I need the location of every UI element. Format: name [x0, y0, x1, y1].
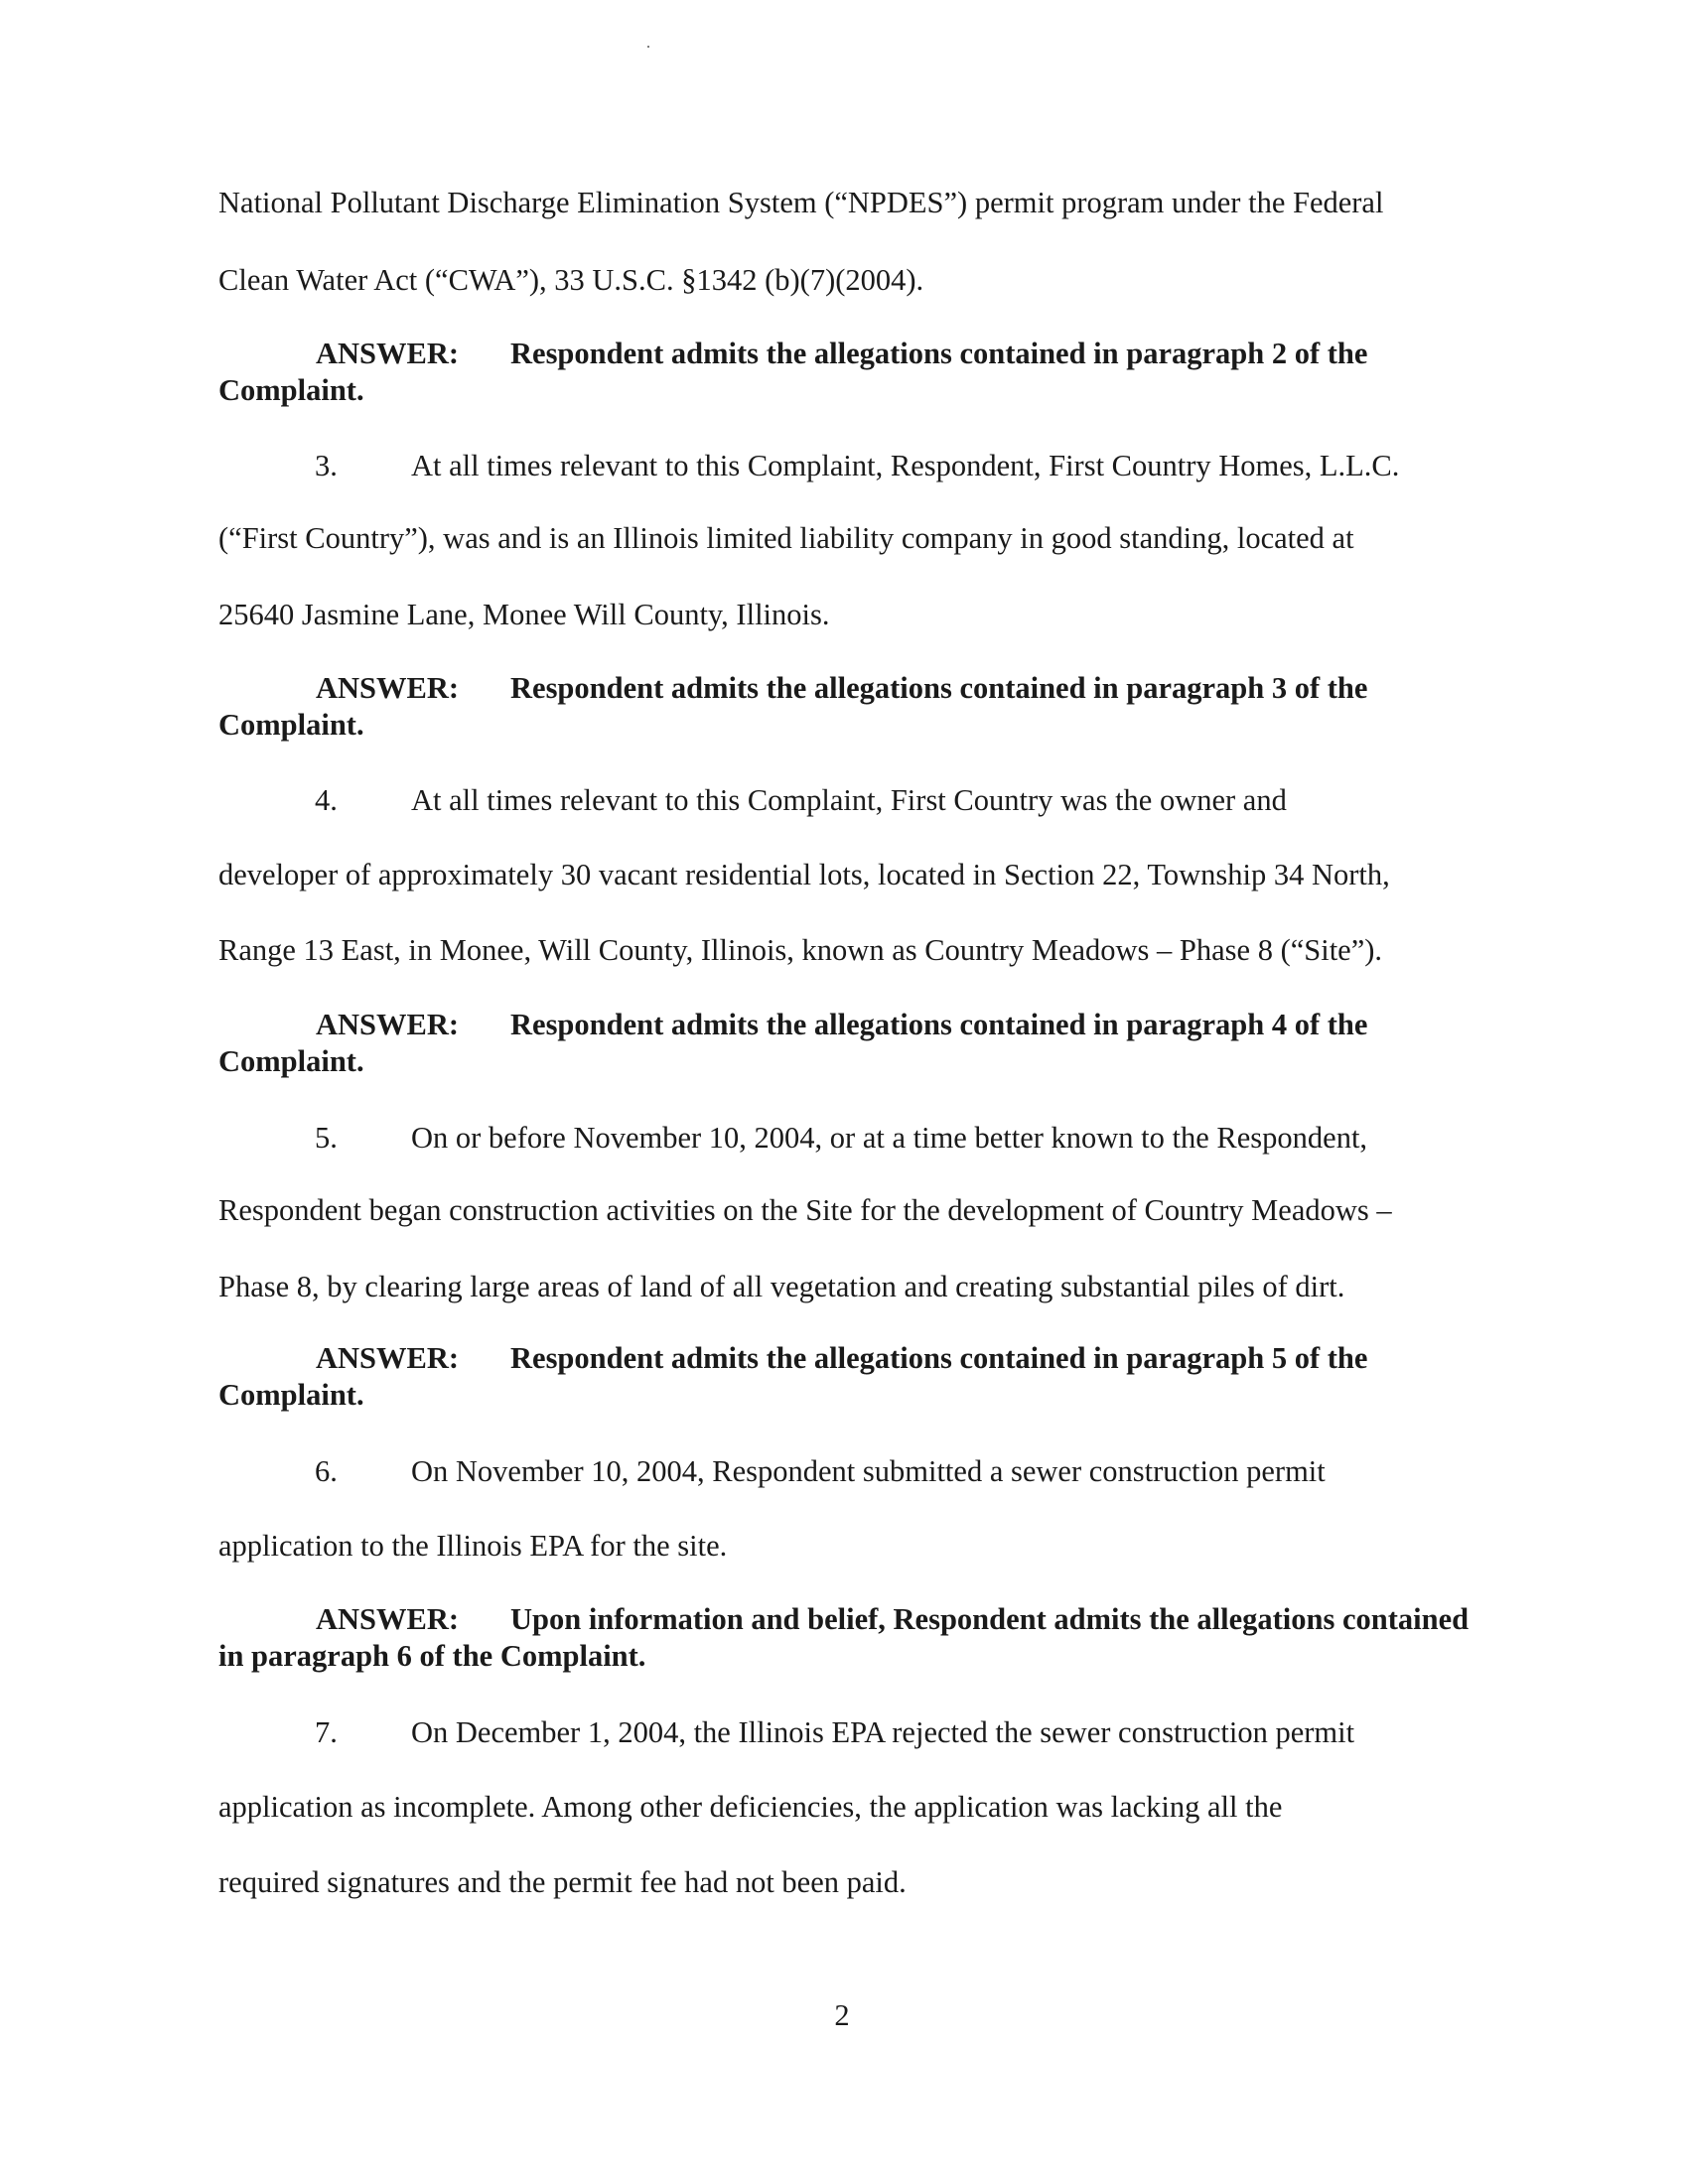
answer-block: [218, 1340, 1479, 1414]
answer-label: ANSWER:: [316, 1008, 460, 1041]
paragraph-first-line: On December 1, 2004, the Illinois EPA rejected the sewer construction permit: [411, 1715, 1355, 1749]
paragraph-number: 4.: [315, 783, 338, 817]
paragraph-number: 5.: [315, 1121, 338, 1155]
answer-text: Respondent admits the allegations contained in paragraph 5 of the Complaint.: [218, 1341, 1368, 1412]
paragraph-number: 7.: [315, 1715, 338, 1749]
body-line: (“First Country”), was and is an Illinois limited liability company in good standing, located at: [218, 521, 1354, 555]
answer-label: ANSWER:: [316, 337, 460, 370]
answer-label: ANSWER:: [316, 1341, 460, 1375]
answer-text: Upon information and belief, Respondent admits the allegations contained in paragraph 6 of the Complaint.: [218, 1602, 1470, 1673]
paragraph-first-line: On November 10, 2004, Respondent submitted a sewer construction permit: [411, 1454, 1326, 1488]
body-line: Phase 8, by clearing large areas of land of all vegetation and creating substantial piles of dirt.: [218, 1270, 1345, 1303]
answer-block: [218, 1601, 1479, 1675]
body-line: Respondent began construction activities on the Site for the development of Country Meadows –: [218, 1193, 1392, 1227]
answer-text: Respondent admits the allegations contained in paragraph 3 of the Complaint.: [218, 671, 1368, 742]
body-line: developer of approximately 30 vacant residential lots, located in Section 22, Township 34 North,: [218, 858, 1390, 891]
body-line: application as incomplete. Among other deficiencies, the application was lacking all the: [218, 1790, 1283, 1824]
answer-text: Respondent admits the allegations contained in paragraph 2 of the Complaint.: [218, 337, 1368, 407]
answer-label: ANSWER:: [316, 1602, 460, 1636]
answer-text: Respondent admits the allegations contained in paragraph 4 of the Complaint.: [218, 1008, 1368, 1078]
body-line: Clean Water Act (“CWA”), 33 U.S.C. §1342 (b)(7)(2004).: [218, 263, 924, 297]
body-line: National Pollutant Discharge Elimination System (“NPDES”) permit program under the Federal: [218, 186, 1384, 219]
body-line: Range 13 East, in Monee, Will County, Illinois, known as Country Meadows – Phase 8 (“Site”).: [218, 933, 1383, 967]
page-number: 2: [834, 1998, 850, 2032]
body-line: required signatures and the permit fee had not been paid.: [218, 1865, 907, 1899]
answer-block: [218, 670, 1479, 744]
paragraph-first-line: At all times relevant to this Complaint, Respondent, First Country Homes, L.L.C.: [411, 449, 1400, 482]
paragraph-first-line: On or before November 10, 2004, or at a time better known to the Respondent,: [411, 1121, 1368, 1155]
answer-block: [218, 336, 1479, 409]
paragraph-number: 3.: [315, 449, 338, 482]
answer-block: [218, 1007, 1479, 1080]
answer-label: ANSWER:: [316, 671, 460, 705]
scan-speck: [647, 46, 649, 48]
body-line: application to the Illinois EPA for the site.: [218, 1529, 728, 1563]
paragraph-first-line: At all times relevant to this Complaint, First Country was the owner and: [411, 783, 1287, 817]
body-line: 25640 Jasmine Lane, Monee Will County, Illinois.: [218, 598, 830, 631]
paragraph-number: 6.: [315, 1454, 338, 1488]
